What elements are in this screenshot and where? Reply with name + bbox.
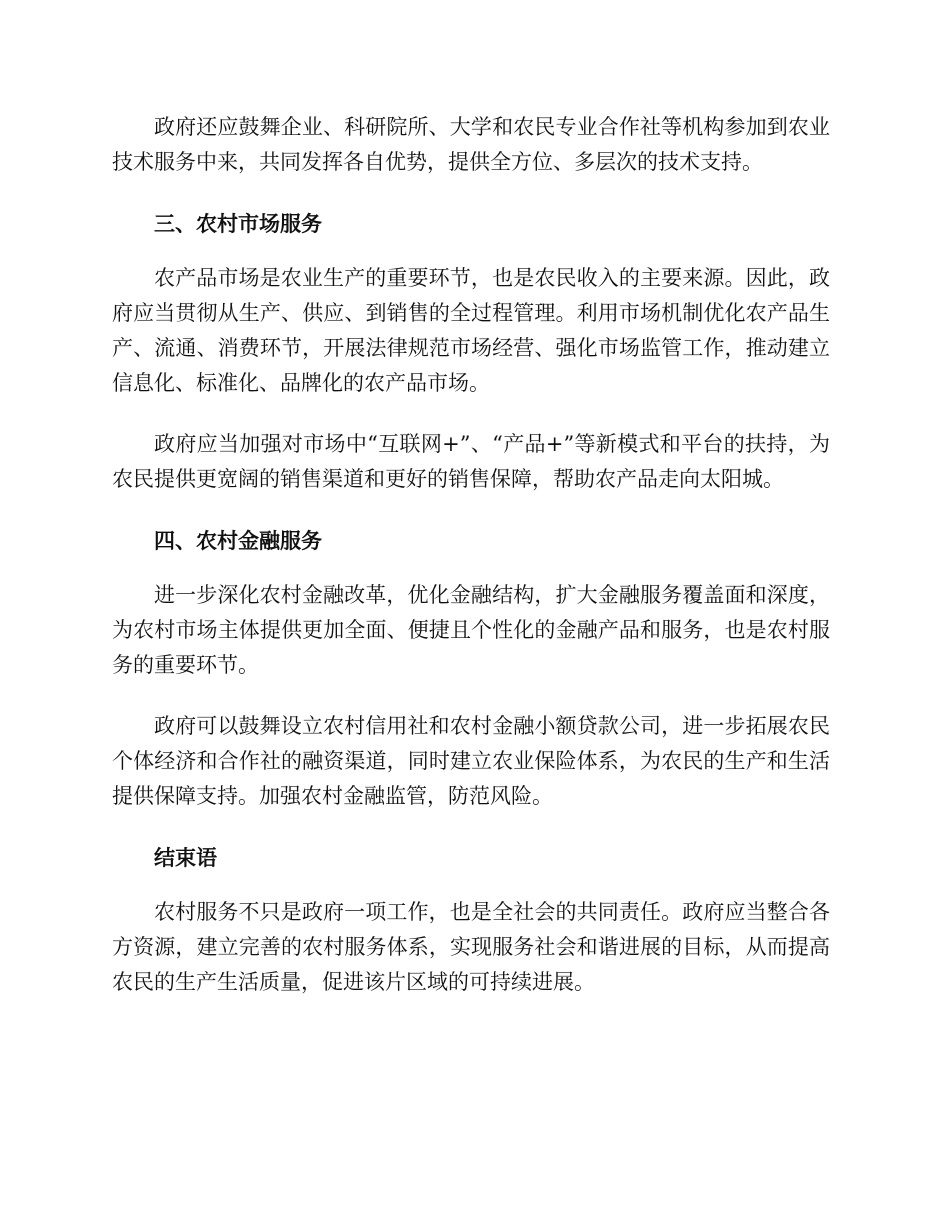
heading-rural-finance-service: 四、农村金融服务: [154, 528, 322, 553]
document-page: [112, 110, 830, 1000]
heading-rural-market-service: 三、农村市场服务: [154, 211, 322, 236]
paragraph-internet-plus-support: 政府应当加强对市场中“互联网+”、“产品+”等新模式和平台的扶持，为农民提供更宽阔的销售渠道和更好的销售保障，帮助农产品走向太阳城。: [112, 432, 830, 491]
paragraph-finance-reform: 进一步深化农村金融改革，优化金融结构，扩大金融服务覆盖面和深度，为农村市场主体提供更加全面、便捷且个性化的金融产品和服务，也是农村服务的重要环节。: [112, 583, 830, 677]
paragraph-market-importance: 农产品市场是农业生产的重要环节，也是农民收入的主要来源。因此，政府应当贯彻从生产、供应、到销售的全过程管理。利用市场机制优化农产品生产、流通、消费环节，开展法律规范市场经营、强化市场监管工作，推动建立信息化、标准化、品牌化的农产品市场。: [112, 266, 830, 395]
paragraph-tech-service-participation: 政府还应鼓舞企业、科研院所、大学和农民专业合作社等机构参加到农业技术服务中来，共同发挥各自优势，提供全方位、多层次的技术支持。: [112, 115, 830, 174]
heading-conclusion: 结束语: [154, 845, 217, 870]
paragraph-credit-cooperatives: 政府可以鼓舞设立农村信用社和农村金融小额贷款公司，进一步拓展农民个体经济和合作社的融资渠道，同时建立农业保险体系，为农民的生产和生活提供保障支持。加强农村金融监管，防范风险。: [112, 714, 830, 808]
paragraph-conclusion: 农村服务不只是政府一项工作，也是全社会的共同责任。政府应当整合各方资源，建立完善的农村服务体系，实现服务社会和谐进展的目标，从而提高农民的生产生活质量，促进该片区域的可持续进展。: [112, 900, 830, 994]
